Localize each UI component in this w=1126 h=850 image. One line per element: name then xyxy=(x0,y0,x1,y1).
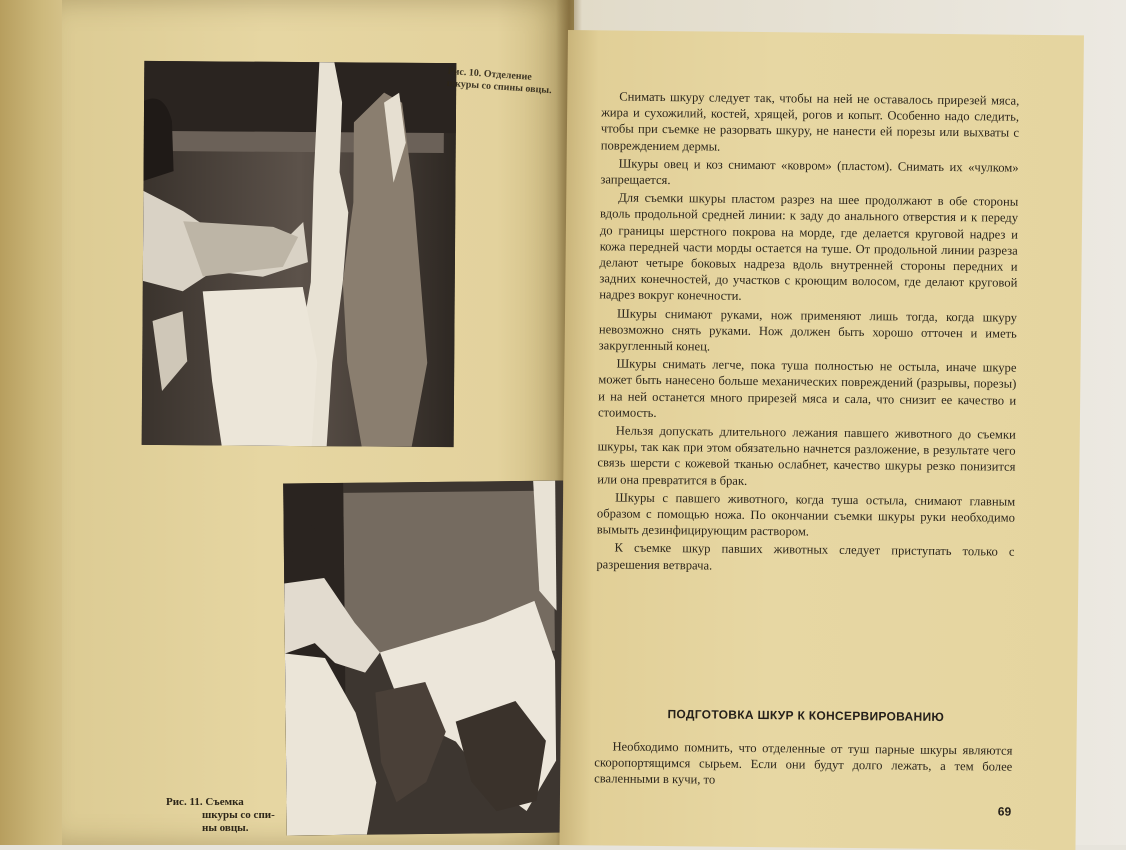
body-text xyxy=(596,88,1019,578)
page-number: 69 xyxy=(997,804,1012,819)
paragraph: Нельзя допускать длительного лежания павшего животного до съемки шкуры, так как при этом обязательно начнется разложение, в результате чего связь шерсти с кожевой тканью ослабнет, качество шкуры резко понизится или она превратится в брак. xyxy=(597,423,1016,488)
paragraph: Снимать шкуру следует так, чтобы на ней не оставалось прирезей мяса, жира и сухожилий, костей, хрящей, рогов и копыт. Особенно надо следить, чтобы при съемке не разорвать шкуру, не нанести ей порезы или выхваты с повреждением дермы. xyxy=(600,89,1020,154)
caption-line: шкуры со спи- xyxy=(202,809,275,821)
paragraph: Шкуры снимают руками, нож применяют лишь тогда, когда шкуру невозможно снять руками. Нож должен быть хорошо отточен и иметь закругленный конец. xyxy=(598,306,1018,354)
paragraph: К съемке шкур павших животных следует приступать только с разрешения ветврача. xyxy=(596,541,1015,573)
paragraph: Шкуры овец и коз снимают «ковром» (пластом). Снимать их «чулком» запрещается. xyxy=(600,156,1019,188)
caption-line: Рис. 11. Съемка xyxy=(166,796,244,808)
figure-11-caption xyxy=(166,796,286,835)
book-edge xyxy=(0,0,70,845)
section-heading: ПОДГОТОВКА ШКУР К КОНСЕРВИРОВАНИЮ xyxy=(667,707,945,724)
figure-10-photo xyxy=(142,61,457,447)
paragraph: Шкуры с павшего животного, когда туша остыла, снимают главным образом с помощью ножа. По окончании съемки шкуры руки необходимо вымыть дезинфицирующим раствором. xyxy=(596,490,1016,539)
paragraph: Для съемки шкуры пластом разрез на шее продолжают в обе стороны вдоль продольной средней линии: к заду до анального отверстия и к переду до границы шерстного покрова на морде, где делается круговой надрез и кожа передней части морды остается на туше. От продольной линии разреза делают четыре боковых надреза вдоль внутренней стороны передних и задних конечностей, до участков с кроющим волосом, где делают круговой надрез вокруг конечности. xyxy=(599,190,1019,304)
figure-11-image xyxy=(283,481,567,836)
figure-10-image xyxy=(142,61,457,447)
right-page xyxy=(559,30,1084,850)
caption-line: ны овцы. xyxy=(202,822,249,834)
paragraph: Шкуры снимать легче, пока туша полностью не остыла, иначе шкуре может быть нанесено больше механических повреждений (разрывы, порезы) и на ней останется много прирезей мяса и сала, что снизит ее качество и стоимость. xyxy=(597,356,1017,420)
body-text-continued xyxy=(594,738,1012,791)
figure-11-photo xyxy=(283,481,567,836)
figure-10-caption: Рис. 10. Отделение шкуры со спины овцы. xyxy=(446,65,553,97)
paragraph: Необходимо помнить, что отделенные от туш парные шкуры являются скоропортящимся сырьем. Если они будут долго лежать, а тем более сваленными в кучи, то xyxy=(594,739,1013,787)
